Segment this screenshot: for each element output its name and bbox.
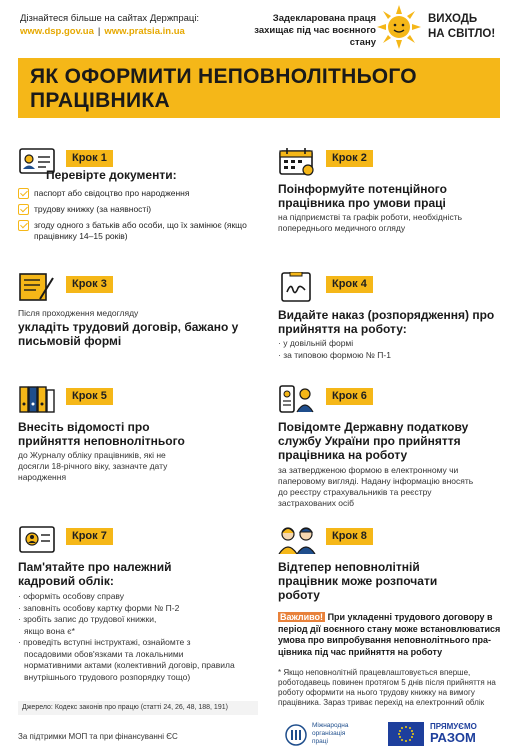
- websites-block: [20, 12, 199, 38]
- bullet-item: · заповніть особову картку форми № П-2: [18, 602, 180, 613]
- step-title: укладіть трудовий договір, бажано у письмовій формі: [18, 320, 239, 348]
- contract-icon: [18, 272, 56, 302]
- step-title: Перевірте документи:: [46, 168, 177, 182]
- step-title: Повідомте Державну податкову службу України про прийняття працівника на роботу: [278, 420, 469, 462]
- checkbox-icon: [18, 204, 29, 215]
- title-banner: [18, 58, 500, 118]
- campaign-tagline: Задекларована праця захищає під час воєнного стану: [254, 13, 376, 48]
- binders-icon: [18, 384, 56, 414]
- eu-text-line-1: ПРЯМУЄМО: [430, 722, 477, 731]
- learn-more-text: Дізнайтеся більше на сайтах Держпраці:: [20, 13, 200, 24]
- bullet-item: · оформіть особову справу: [18, 591, 125, 601]
- checklist-item: [18, 188, 248, 199]
- checklist-item: [18, 220, 248, 242]
- checkbox-icon: [18, 188, 29, 199]
- sun-icon: [376, 4, 422, 50]
- eu-flag-icon: [388, 722, 424, 746]
- step-badge: Крок 1: [66, 150, 113, 167]
- step-card-6: [278, 384, 508, 508]
- bullet-item: · зробіть запис до трудової книжки, якщо вона є*: [18, 614, 157, 636]
- warning-text: При укладенні трудового договору в період дії воєнного стану може встановлюватися умова про випробування неповнолітнього пра-цівника під час прийняття на роботу: [278, 612, 501, 657]
- campaign-line-1: ВИХОДЬ: [428, 13, 478, 25]
- bullet-text: заповніть особову картку форми № П-2: [23, 602, 180, 613]
- signed-order-icon: [278, 272, 316, 302]
- link-separator: |: [97, 26, 101, 37]
- eu-slogan: [430, 722, 477, 745]
- bullet-item: · за типовою формою № П-1: [278, 349, 391, 360]
- checklist-text: паспорт або свідоцтво про народження: [34, 188, 190, 198]
- source-note: Джерело: Кодекс законів про працю (статті 24, 26, 48, 188, 191): [18, 701, 258, 715]
- step-badge: Крок 4: [326, 276, 373, 293]
- step-card-8: [278, 524, 508, 714]
- step-badge: Крок 2: [326, 150, 373, 167]
- personnel-file-icon: [18, 524, 56, 554]
- bullet-text: за типовою формою № П-1: [283, 349, 391, 360]
- step-text: за затвердженою формою в електронному чи паперовому вигляді. Надану інформацію вносять до реєстру страхувальників та реєстру застрахованих осіб: [278, 465, 474, 508]
- ilo-text-line-1: Міжнародна: [312, 722, 349, 729]
- step-badge: Крок 8: [326, 528, 373, 545]
- ilo-text-line-2: організація: [312, 730, 346, 737]
- step-title: Видайте наказ (розпорядження) про прийняття на роботу:: [278, 308, 495, 336]
- support-note: За підтримки МОП та при фінансуванні ЄС: [18, 732, 178, 741]
- bullet-text: проведіть вступні інструктажі, ознайомте з посадовими обов'язками та локальними нормативними актами (колективний договір, правила внутрішнього трудового розпорядку тощо): [23, 637, 235, 682]
- step-card-7: [18, 524, 248, 694]
- bullet-text: зробіть запис до трудової книжки, якщо вона є*: [23, 614, 157, 636]
- step-badge: Крок 5: [66, 388, 113, 405]
- checklist-text: згоду одного з батьків або особи, що їх замінює (якщо працівнику 14–15 років): [34, 220, 247, 241]
- bullet-item: · проведіть вступні інструктажі, ознайомте з посадовими обов'язками та локальними нормативними актами (колективний договір, правила внутрішнього трудового розпорядку тощо): [18, 637, 235, 682]
- step-card-5: [18, 384, 248, 494]
- campaign-name: [428, 12, 495, 42]
- warning-label: Важливо!: [280, 612, 324, 622]
- bullet-item: · у довільній формі: [278, 338, 354, 348]
- step-card-1: [18, 146, 248, 256]
- ilo-text-line-3: праці: [312, 738, 328, 745]
- page-header: [0, 0, 510, 52]
- eu-text-line-2: РАЗОМ: [430, 730, 476, 745]
- bullet-text: у довільній формі: [283, 338, 354, 348]
- checkbox-icon: [18, 220, 29, 231]
- checklist-text: трудову книжку (за наявності): [34, 204, 152, 214]
- step-text: на підприємстві та графік роботи, необхідність попереднього медичного огляду: [278, 212, 463, 233]
- step-badge: Крок 7: [66, 528, 113, 545]
- link-pratsia[interactable]: www.pratsia.in.ua: [104, 26, 185, 37]
- calendar-icon: [278, 146, 316, 176]
- tax-report-icon: [278, 384, 316, 414]
- step-card-3: [18, 272, 248, 362]
- step-title: Внесіть відомості про прийняття неповнолітнього: [18, 420, 185, 448]
- step-title: Відтепер неповнолітній працівник може розпочати роботу: [278, 560, 438, 602]
- step-pretext: Після проходження медогляду: [18, 308, 139, 318]
- bullet-text: оформіть особову справу: [23, 591, 125, 601]
- step-card-4: [278, 272, 508, 362]
- step-badge: Крок 6: [326, 388, 373, 405]
- step-title: Поінформуйте потенційного працівника про умови праці: [278, 182, 447, 210]
- step-card-2: [278, 146, 508, 256]
- ilo-name: [312, 722, 349, 746]
- warning-block: [278, 612, 508, 658]
- step-badge: Крок 3: [66, 276, 113, 293]
- link-dsp[interactable]: www.dsp.gov.ua: [20, 26, 94, 37]
- ilo-logo-icon: [284, 724, 308, 746]
- step-title: Пам'ятайте про належний кадровий облік:: [18, 560, 172, 588]
- footnote: * Якщо неповнолітній працевлаштовується вперше, роботодавець повинен протягом 5 днів після прийняття на роботу оформити на нього трудову книжку на вимогу працівника. Зараз триває перехід на електронний облік: [278, 668, 496, 707]
- step-text: до Журналу обліку працівників, які не досягли 18-річного віку, зазначте дату народження: [18, 450, 168, 482]
- checklist-item: [18, 204, 248, 215]
- page-title: ЯК ОФОРМИТИ НЕПОВНОЛІТНЬОГО ПРАЦІВНИКА: [30, 65, 417, 112]
- campaign-line-2: НА СВІТЛО!: [428, 28, 496, 40]
- workers-icon: [278, 524, 316, 554]
